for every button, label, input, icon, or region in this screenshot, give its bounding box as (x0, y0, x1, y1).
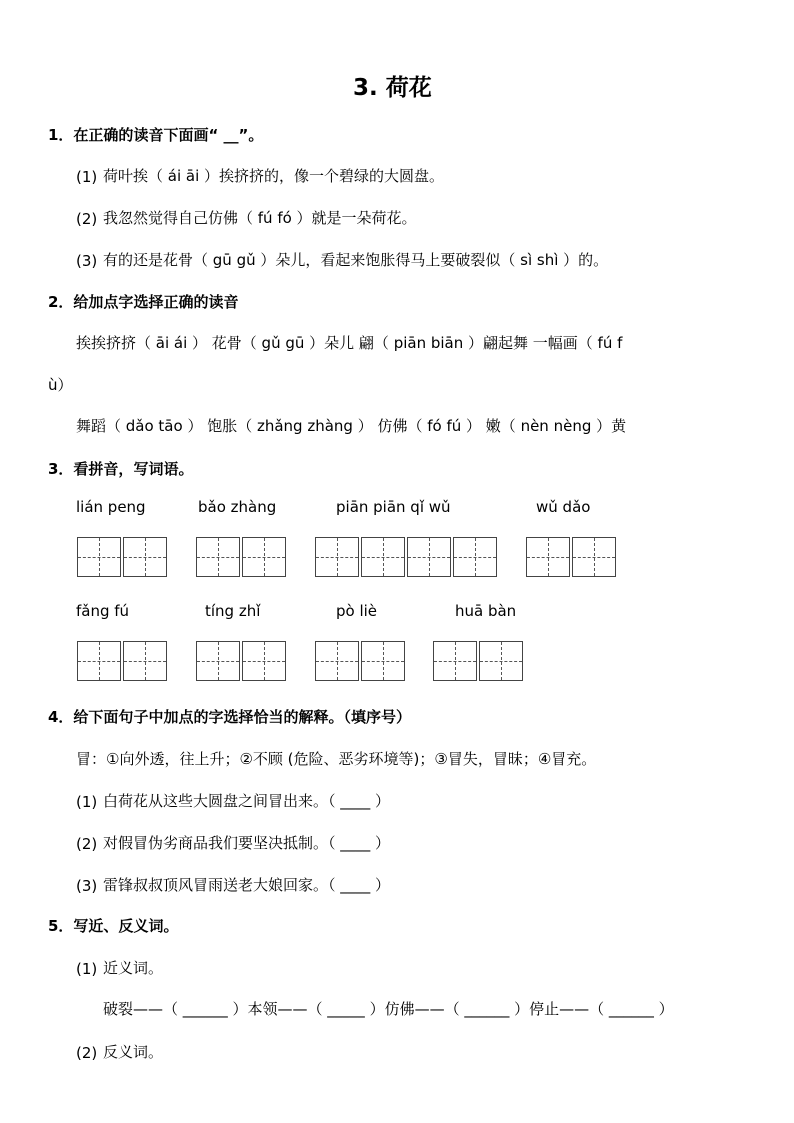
q4-item-2-number: (2) (76, 835, 98, 853)
writing-cell[interactable] (123, 641, 167, 681)
pinyin-3: piān piān qǐ wǔ (336, 498, 451, 516)
q5-sub-2-label: 反义词。 (103, 1043, 164, 1061)
writing-cell[interactable] (315, 537, 359, 577)
writing-grid-3[interactable] (315, 537, 499, 577)
q1-item-2-text: 我忽然觉得自己仿佛（ fú fó ）就是一朵荷花。 (103, 209, 417, 227)
pinyin-2: bǎo zhàng (198, 498, 277, 516)
pinyin-8: huā bàn (455, 602, 517, 620)
question-4-heading: 4．给下面句子中加点的字选择恰当的解释。（填序号） (48, 708, 411, 726)
q5-sub-1-number: (1) (76, 960, 98, 978)
writing-cell[interactable] (123, 537, 167, 577)
writing-cell[interactable] (77, 537, 121, 577)
q5-sub-1-label: 近义词。 (103, 959, 164, 977)
q1-item-1-number: (1) (76, 168, 98, 186)
writing-grid-2[interactable] (196, 537, 288, 577)
question-3-heading: 3．看拼音，写词语。 (48, 460, 194, 478)
pinyin-5: fǎng fú (76, 602, 130, 620)
q1-item-3-number: (3) (76, 252, 98, 270)
writing-cell[interactable] (361, 537, 405, 577)
question-1-heading: 1．在正确的读音下面画“ __”。 (48, 126, 264, 144)
writing-grid-8[interactable] (433, 641, 525, 681)
q4-item-1-number: (1) (76, 793, 98, 811)
pinyin-7: pò liè (336, 602, 378, 620)
q4-definition: 冒：①向外透，往上升；②不顾 (危险、恶劣环境等)；③冒失，冒昧；④冒充。 (76, 750, 597, 768)
page-title: 3. 荷花 (353, 75, 432, 101)
q1-item-1-text: 荷叶挨（ ái āi ）挨挤挤的，像一个碧绿的大圆盘。 (103, 167, 445, 185)
pinyin-4: wǔ dǎo (536, 498, 591, 516)
q4-item-2-text[interactable]: 对假冒伪劣商品我们要坚决抵制。（ ____ ） (103, 834, 391, 852)
q5-sub-2-number: (2) (76, 1044, 98, 1062)
q4-item-1-text[interactable]: 白荷花从这些大圆盘之间冒出来。（ ____ ） (103, 792, 391, 810)
writing-grid-5[interactable] (77, 641, 169, 681)
writing-cell[interactable] (433, 641, 477, 681)
q2-line-1: 挨挨挤挤（ āi ái ） 花骨（ gǔ gū ）朵儿 翩（ piān biān ）翩起舞 一幅画（ fú f (76, 334, 623, 352)
writing-cell[interactable] (572, 537, 616, 577)
writing-cell[interactable] (526, 537, 570, 577)
q5-synonyms-line[interactable]: 破裂——（ ______ ）本领——（ _____ ）仿佛——（ ______ ）停止——（ ______ ） (103, 1000, 674, 1018)
writing-grid-6[interactable] (196, 641, 288, 681)
writing-grid-4[interactable] (526, 537, 618, 577)
question-2-heading: 2．给加点字选择正确的读音 (48, 293, 239, 311)
writing-cell[interactable] (77, 641, 121, 681)
writing-cell[interactable] (242, 641, 286, 681)
writing-cell[interactable] (453, 537, 497, 577)
writing-cell[interactable] (361, 641, 405, 681)
writing-cell[interactable] (196, 641, 240, 681)
writing-cell[interactable] (407, 537, 451, 577)
writing-cell[interactable] (242, 537, 286, 577)
pinyin-1: lián peng (76, 498, 146, 516)
question-5-heading: 5．写近、反义词。 (48, 917, 179, 935)
q2-line-2: 舞蹈（ dǎo tāo ） 饱胀（ zhǎng zhàng ） 仿佛（ fó fú ） 嫩（ nèn nèng ）黄 (76, 417, 627, 435)
writing-cell[interactable] (479, 641, 523, 681)
writing-grid-1[interactable] (77, 537, 169, 577)
q4-item-3-number: (3) (76, 877, 98, 895)
pinyin-6: tíng zhǐ (205, 602, 261, 620)
q4-item-3-text[interactable]: 雷锋叔叔顶风冒雨送老大娘回家。（ ____ ） (103, 876, 391, 894)
q2-line-1-wrap: ù） (48, 376, 73, 394)
writing-cell[interactable] (196, 537, 240, 577)
writing-cell[interactable] (315, 641, 359, 681)
q1-item-3-text: 有的还是花骨（ gū gǔ ）朵儿，看起来饱胀得马上要破裂似（ sì shì ）的。 (103, 251, 609, 269)
q1-item-2-number: (2) (76, 210, 98, 228)
writing-grid-7[interactable] (315, 641, 407, 681)
